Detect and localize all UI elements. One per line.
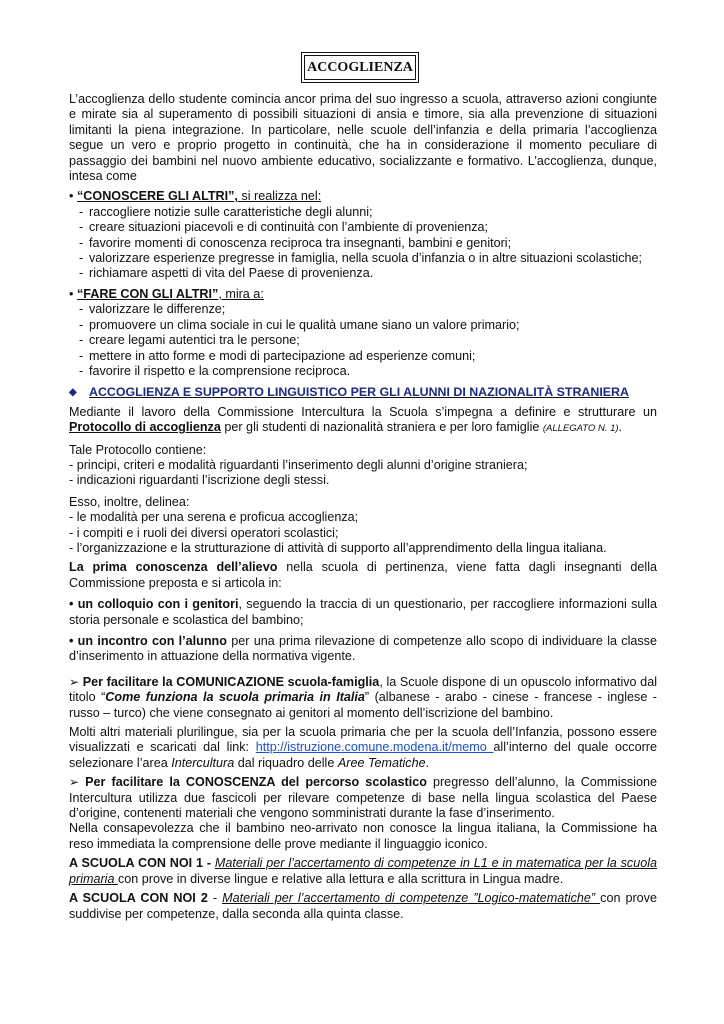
tale-intro: Tale Protocollo contiene: — [69, 442, 207, 457]
conoscere-suffix: si realizza nel: — [237, 189, 322, 204]
page-title: ACCOGLIENZA — [304, 55, 416, 80]
allegato-ref: (ALLEGATO N. 1) — [542, 423, 619, 435]
conoscere-heading — [69, 189, 657, 204]
conoscere-list — [69, 205, 657, 282]
prima-paragraph: La prima conoscenza dell’alievo nella scuola di pertinenza, viene fatta dagli insegnanti della Commissione preposta e si articola in: — [69, 560, 657, 590]
list-item: - valorizzare esperienze pregresse in famiglia, nella scuola d’infanzia o in altre situazioni scolastiche; — [79, 251, 643, 266]
comunicazione-paragraph: ➢ Per facilitare la COMUNICAZIONE scuola-famiglia, la Scuole dispone di un opuscolo informativo dal titolo “Come funziona la scuola primaria in Italia” (albanese - arabo - cinese - francese - inglese - russo – turco) che viene consegnato ai genitori al momento dell’iscrizione del bambino. — [69, 674, 657, 720]
mediante-paragraph: Mediante il lavoro della Commissione Intercultura la Scuola s’impegna a definire e strutturare un Protocollo di accoglienza per gli studenti di nazionalità straniera e per loro famiglie (ALLEGATO N. 1). — [69, 404, 657, 435]
noi2-paragraph: A SCUOLA CON NOI 2 - Materiali per l’accertamento di competenze ”Logico-matematiche” con prove suddivise per competenze, dalla seconda alla quinta classe. — [69, 891, 657, 921]
fare-heading — [69, 287, 657, 302]
section-heading — [69, 385, 657, 400]
incontro-paragraph: • un incontro con l’alunno per una prima rilevazione di competenze allo scopo di individuare la classe d’inserimento in attuazione della normativa vigente. — [69, 634, 657, 664]
list-item: - creare situazioni piacevoli e di continuità con l’ambiente di provenienza; — [79, 220, 489, 235]
memo-link[interactable]: http://istruzione.comune.modena.it/memo — [255, 740, 494, 755]
section-heading-text: ACCOGLIENZA E SUPPORTO LINGUISTICO PER GLI ALUNNI DI NAZIONALITÀ STRANIERA — [89, 385, 629, 400]
intro-paragraph: L’accoglienza dello studente comincia ancor prima del suo ingresso a scuola, attraverso azioni congiunte e mirate sia al superamento di possibili situazioni di ansia e timore, sia alla prevenzione di situazioni limitanti la piena integrazione. In particolare, nelle scuole dell’infanzia e della primaria l’accoglienza segue un vero e proprio progetto in continuità, che ha in considerazione il momento peculiare di passaggio dei bambini nel nuovo ambiente educativo, socializzante e formativo. L’accoglienza, dunque, intesa come — [69, 92, 657, 184]
bullet-icon: • — [69, 189, 74, 204]
diamond-bullet-icon: ◆ — [69, 387, 77, 399]
list-item: - favorire il rispetto e la comprensione reciproca. — [79, 363, 351, 378]
list-item: - mettere in atto forme e modi di partecipazione ad esperienze comuni; — [79, 348, 476, 363]
noi1-paragraph: A SCUOLA CON NOI 1 - Materiali per l’accertamento di competenze in L1 e in matematica per la scuola primaria con prove in diverse lingue e relative alla lettura e alla scrittura in Lingua madre. — [69, 856, 658, 886]
list-item: - creare legami autentici tra le persone; — [79, 333, 300, 348]
conoscenza-paragraph: ➢ Per facilitare la CONOSCENZA del percorso scolastico pregresso dell’alunno, la Commissione Intercultura utilizza due fascicoli per rilevare competenze di base nella lingua scolastica del Paese d’origine, contenenti materiali che vengono somministrati durante la fase d’inserimento. — [69, 775, 657, 821]
tale-line: - principi, criteri e modalità riguardanti l’inserimento degli alunni d’origine straniera; — [69, 457, 528, 472]
list-item: - valorizzare le differenze; — [79, 302, 226, 317]
title-box — [301, 52, 419, 83]
list-item: - richiamare aspetti di vita del Paese di provenienza. — [79, 266, 374, 281]
bullet-icon: • — [69, 286, 74, 301]
esso-intro: Esso, inoltre, delinea: — [69, 494, 190, 509]
consapevolezza-paragraph: Nella consapevolezza che il bambino neo-arrivato non conosce la lingua italiana, la Commissione ha reso immediata la comprensione delle prove mediante il linguaggio iconico. — [69, 821, 657, 851]
list-item: - promuovere un clima sociale in cui le qualità umane siano un valore primario; — [79, 317, 520, 332]
conoscere-label: “CONOSCERE GLI ALTRI”, — [77, 189, 238, 204]
protocollo-label: Protocollo di accoglienza — [69, 420, 221, 435]
list-item: - favorire momenti di conoscenza reciproca tra insegnanti, bambini e genitori; — [79, 235, 512, 250]
esso-line: - le modalità per una serena e proficua accoglienza; — [69, 510, 359, 525]
fare-label: “FARE CON GLI ALTRI” — [77, 286, 219, 301]
arrow-icon: ➢ — [69, 674, 80, 689]
fare-suffix: , mira a: — [218, 286, 264, 301]
esso-line: - i compiti e i ruoli dei diversi operatori scolastici; — [69, 525, 339, 540]
list-item: - raccogliere notizie sulle caratteristiche degli alunni; — [79, 204, 373, 219]
molti-paragraph: Molti altri materiali plurilingue, sia per la scuola primaria che per la scuola dell’Infanzia, possono essere visualizzati e scaricati dal link: http://istruzione.comune.modena.it/memo all’interno del quale occorre selezionare l’area Intercultura dal riquadro delle Aree Tematiche. — [69, 725, 658, 770]
tale-line: - indicazioni riguardanti l’iscrizione degli stessi. — [69, 473, 330, 488]
esso-line: - l’organizzazione e la strutturazione di attività di supporto all’apprendimento della lingua italiana. — [69, 540, 607, 555]
arrow-icon: ➢ — [69, 775, 80, 790]
fare-list — [69, 302, 657, 379]
colloquio-paragraph: • un colloquio con i genitori, seguendo la traccia di un questionario, per raccogliere informazioni sulla storia personale e scolastica del bambino; — [69, 597, 657, 627]
document-body — [69, 92, 657, 922]
